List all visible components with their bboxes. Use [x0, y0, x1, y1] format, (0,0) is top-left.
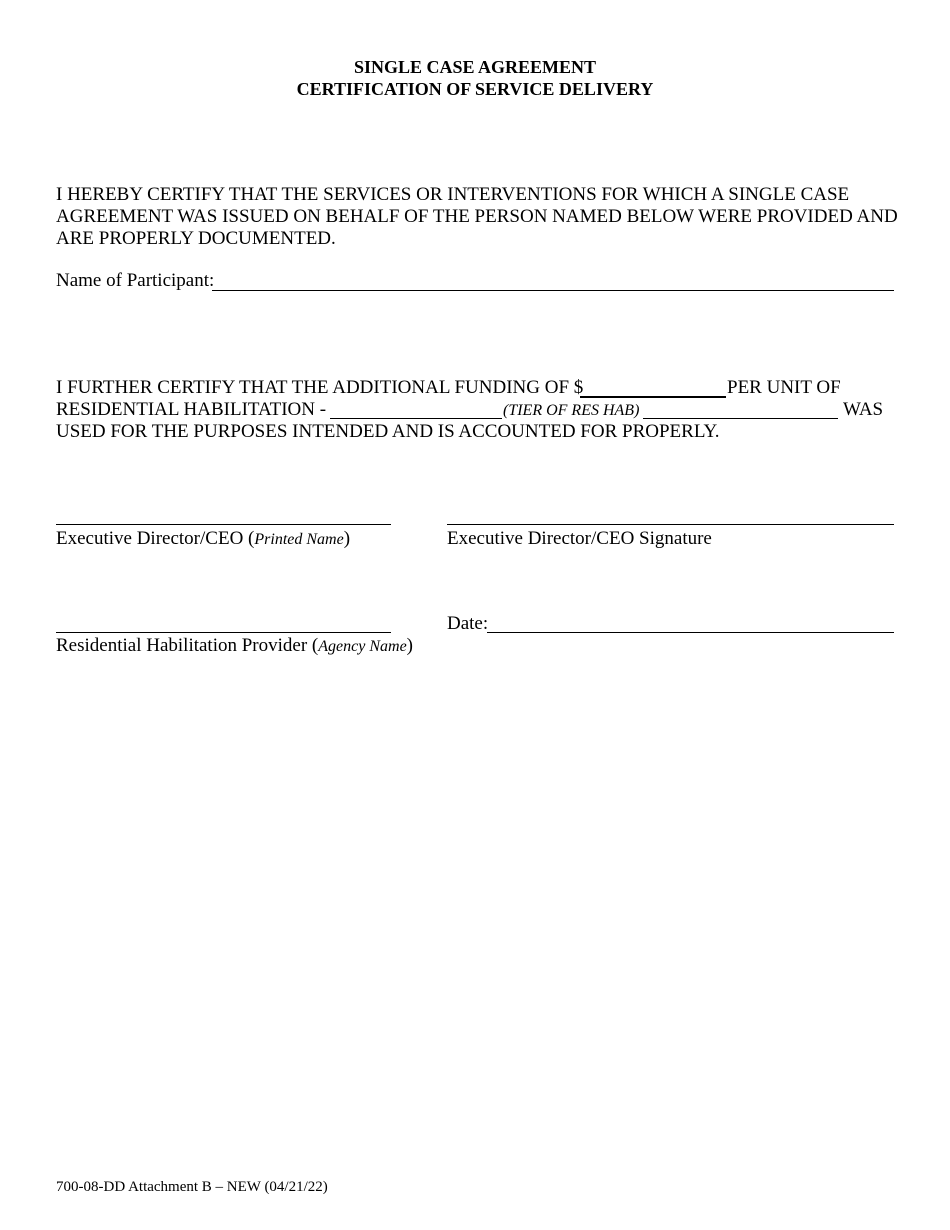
funding-amount-field[interactable]	[580, 396, 726, 398]
funding-text-prefix: I FURTHER CERTIFY THAT THE ADDITIONAL FUNDING OF $	[56, 377, 584, 398]
exec-signature-field[interactable]	[447, 524, 894, 525]
certification-text-line-2: AGREEMENT WAS ISSUED ON BEHALF OF THE PERSON NAMED BELOW WERE PROVIDED AND	[56, 206, 898, 227]
exec-signature-label: Executive Director/CEO Signature	[447, 528, 712, 549]
certification-text-line-3: ARE PROPERLY DOCUMENTED.	[56, 228, 336, 249]
provider-agency-field[interactable]	[56, 632, 391, 633]
form-id-footer: 700-08-DD Attachment B – NEW (04/21/22)	[56, 1179, 328, 1195]
participant-name-label: Name of Participant:	[56, 270, 215, 291]
funding-text-suffix: PER UNIT OF	[727, 377, 841, 398]
exec-printed-name-field[interactable]	[56, 524, 391, 525]
tier-hint: (TIER OF RES HAB)	[503, 402, 640, 419]
tier-field[interactable]	[330, 418, 502, 419]
form-title: SINGLE CASE AGREEMENT	[353, 57, 597, 77]
res-hab-text-suffix: WAS	[843, 399, 884, 420]
funding-text-line-3: USED FOR THE PURPOSES INTENDED AND IS ACCOUNTED FOR PROPERLY.	[56, 421, 720, 442]
res-hab-text-prefix: RESIDENTIAL HABILITATION -	[56, 399, 327, 420]
tier-description-field[interactable]	[643, 418, 838, 419]
participant-name-field[interactable]	[212, 290, 894, 291]
exec-printed-name-hint: Printed Name	[254, 531, 344, 548]
provider-agency-hint: Agency Name	[318, 638, 407, 655]
provider-agency-label: Residential Habilitation Provider (Agency Name)	[56, 635, 413, 656]
form-subtitle: CERTIFICATION OF SERVICE DELIVERY	[296, 79, 654, 99]
exec-printed-name-label: Executive Director/CEO (Printed Name)	[56, 528, 351, 549]
date-label: Date:	[447, 613, 489, 634]
certification-text-line-1: I HEREBY CERTIFY THAT THE SERVICES OR INTERVENTIONS FOR WHICH A SINGLE CASE	[56, 184, 850, 205]
date-field[interactable]	[487, 632, 894, 633]
